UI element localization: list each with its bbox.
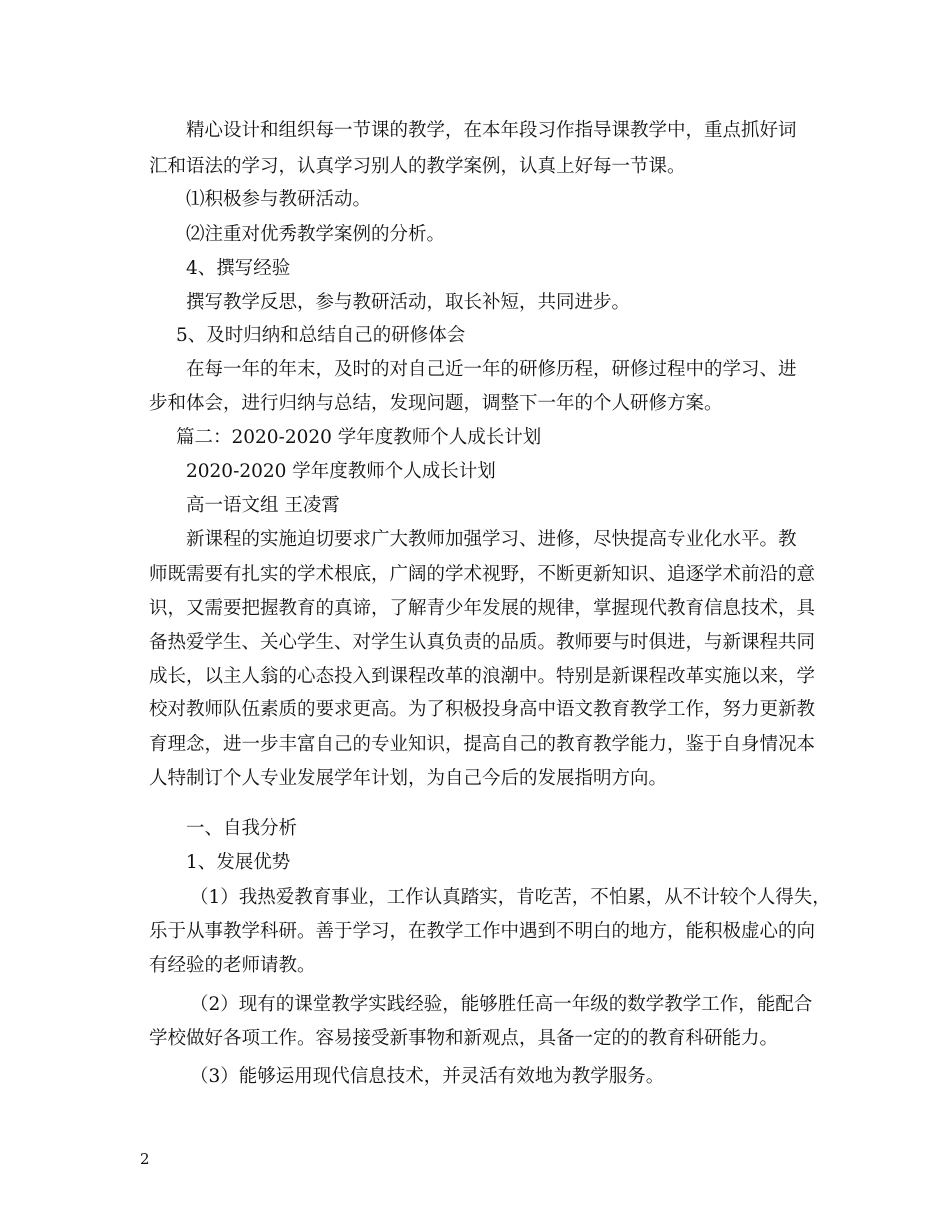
paragraph-line: 成长，以主人翁的心态投入到课程改革的浪潮中。特别是新课程改革实施以来，学 — [149, 666, 816, 687]
paragraph-line: 识，又需要把握教育的真谛，了解青少年发展的规律，掌握现代教育信息技术，具 — [149, 598, 816, 619]
list-item: ⑵注重对优秀教学案例的分析。 — [186, 224, 446, 245]
paragraph-line: 备热爱学生、关心学生、对学生认真负责的品质。教师要与时俱进，与新课程共同 — [149, 632, 816, 653]
chapter-title: 篇二：2020-2020 学年度教师个人成长计划 — [176, 427, 542, 448]
paragraph-line: 在每一年的年末，及时的对自己近一年的研修历程，研修过程中的学习、进 — [186, 359, 797, 380]
paragraph-line: 新课程的实施迫切要求广大教师加强学习、进修，尽快提高专业化水平。教 — [186, 529, 797, 550]
plan-title: 2020-2020 学年度教师个人成长计划 — [186, 461, 496, 482]
page-number: 2 — [140, 1150, 150, 1168]
paragraph-line: 学校做好各项工作。容易接受新事物和新观点，具备一定的的教育科研能力。 — [149, 1028, 779, 1049]
paragraph-line: （1）我热爱教育事业，工作认真踏实，肯吃苦，不怕累，从不计较个人得失， — [190, 887, 831, 908]
subsection-heading: 1、发展优势 — [186, 852, 291, 873]
section-heading: 5、及时归纳和总结自己的研修体会 — [176, 325, 466, 346]
paragraph-line: （3）能够运用现代信息技术，并灵活有效地为教学服务。 — [190, 1066, 665, 1087]
paragraph-line: 师既需要有扎实的学术根底，广阔的学术视野，不断更新知识、追逐学术前沿的意 — [149, 564, 816, 585]
paragraph-line: 有经验的老师请教。 — [149, 955, 316, 976]
paragraph-line: 撰写教学反思，参与教研活动，取长补短，共同进步。 — [186, 292, 631, 313]
paragraph-line: 校对教师队伍素质的要求更高。为了积极投身高中语文教育教学工作，努力更新教 — [149, 699, 816, 720]
paragraph-line: 精心设计和组织每一节课的教学，在本年段习作指导课教学中，重点抓好词 — [186, 120, 797, 141]
section-heading: 一、自我分析 — [186, 818, 298, 839]
paragraph-line: 人特制订个人专业发展学年计划，为自己今后的发展指明方向。 — [149, 768, 668, 789]
section-heading: 4、撰写经验 — [186, 258, 291, 279]
paragraph-line: （2）现有的课堂教学实践经验，能够胜任高一年级的数学教学工作，能配合 — [190, 994, 813, 1015]
paragraph-line: 育理念，进一步丰富自己的专业知识，提高自己的教育教学能力，鉴于自身情况本 — [149, 734, 816, 755]
paragraph-line: 汇和语法的学习，认真学习别人的教学案例，认真上好每一节课。 — [149, 156, 686, 177]
paragraph-line: 步和体会，进行归纳与总结，发现问题，调整下一年的个人研修方案。 — [149, 393, 723, 414]
author-line: 高一语文组 王凌霄 — [186, 495, 340, 516]
list-item: ⑴积极参与教研活动。 — [186, 189, 372, 210]
paragraph-line: 乐于从事教学科研。善于学习，在教学工作中遇到不明白的地方，能积极虚心的向 — [149, 921, 816, 942]
